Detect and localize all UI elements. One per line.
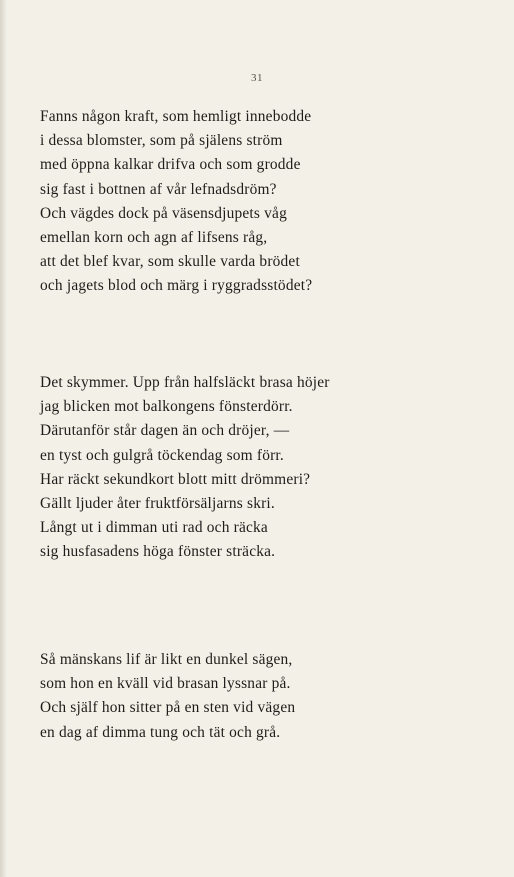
verse-line: Och vägdes dock på väsensdjupets våg <box>40 204 287 222</box>
verse-line: sig fast i bottnen af vår lefnadsdröm? <box>40 180 277 198</box>
verse-line: som hon en kväll vid brasan lyssnar på. <box>40 675 291 693</box>
verse-line: Har räckt sekundkort blott mitt drömmeri? <box>40 470 311 488</box>
verse-line: en dag af dimma tung och tät och grå. <box>40 723 281 741</box>
verse-line: Gällt ljuder åter fruktförsäljarns skri. <box>40 494 275 512</box>
verse-line: och jagets blod och märg i ryggradsstödet? <box>40 277 313 295</box>
verse-line: jag blicken mot balkongens fönsterdörr. <box>40 398 293 416</box>
verse-line: i dessa blomster, som på själens ström <box>40 132 283 150</box>
page-edge-shadow <box>0 0 7 877</box>
verse-line: sig husfasadens höga fönster sträcka. <box>40 543 276 561</box>
stanza-1 <box>40 105 480 299</box>
verse-line: med öppna kalkar drifva och som grodde <box>40 156 301 174</box>
verse-line: emellan korn och agn af lifsens råg, <box>40 228 268 246</box>
verse-line: att det blef kvar, som skulle varda brödet <box>40 253 300 271</box>
verse-line: Långt ut i dimman uti rad och räcka <box>40 519 268 537</box>
verse-line: en tyst och gulgrå töckendag som förr. <box>40 446 284 464</box>
page-number: 31 <box>251 72 263 84</box>
verse-line: Fanns någon kraft, som hemligt innebodde <box>40 108 312 125</box>
verse-line: Så mänskans lif är likt en dunkel sägen, <box>40 651 293 668</box>
verse-line: Det skymmer. Upp från halfsläckt brasa höjer <box>40 374 330 391</box>
verse-line: Därutanför står dagen än och dröjer, — <box>40 422 290 440</box>
stanza-3 <box>40 648 480 745</box>
stanza-2 <box>40 371 480 565</box>
verse-line: Och själf hon sitter på en sten vid vägen <box>40 699 296 717</box>
